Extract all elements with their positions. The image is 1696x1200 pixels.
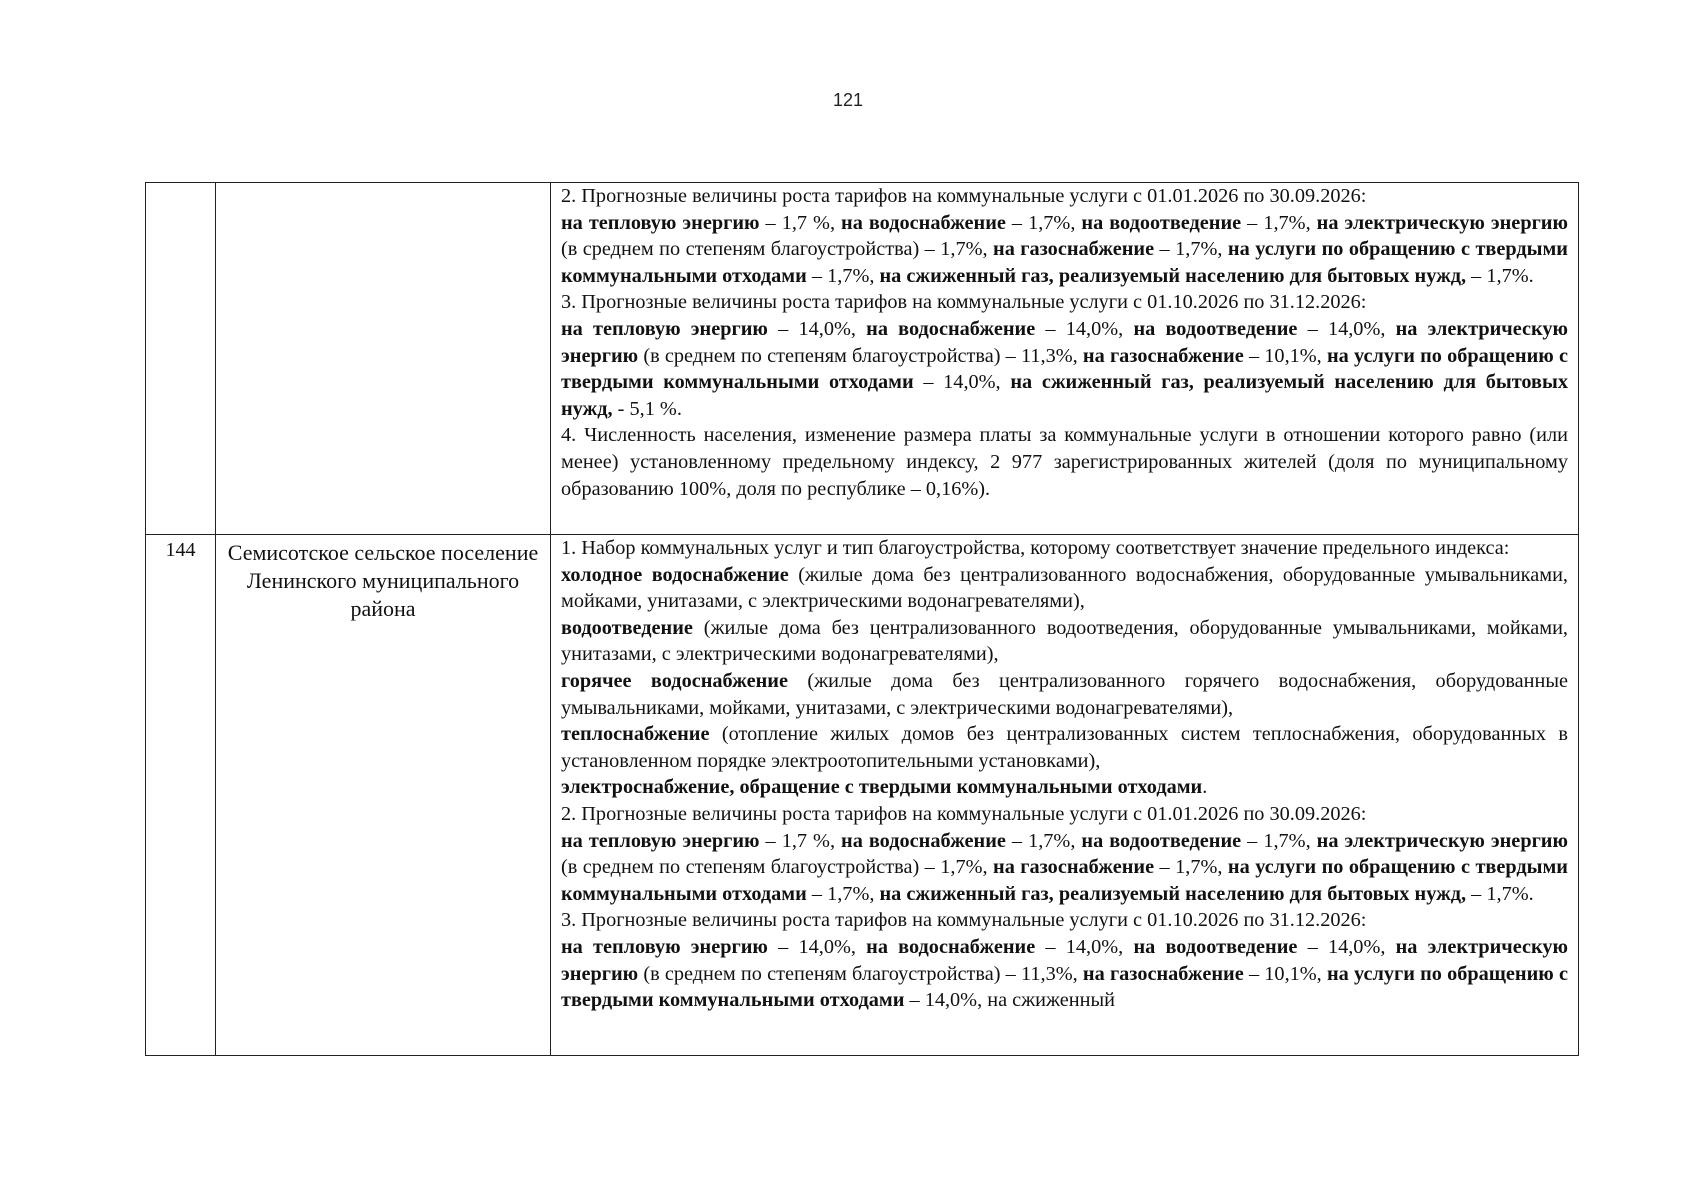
- text-run: – 1,7%,: [1005, 211, 1082, 234]
- bold-run: на водоснабжение: [866, 317, 1036, 340]
- row-number-cell: [146, 183, 216, 535]
- text-run: (в среднем по степеням благоустройства) – 11,3%,: [638, 344, 1083, 367]
- text-run: – 1,7%,: [1005, 829, 1082, 852]
- text-run: – 14,0%,: [1297, 935, 1396, 958]
- text-run: – 14,0%,: [1035, 317, 1134, 340]
- text-run: – 10,1%,: [1243, 344, 1327, 367]
- bold-run: на газоснабжение: [993, 856, 1155, 879]
- text-run: – 14,0%,: [767, 935, 867, 958]
- page-number: 121: [832, 90, 864, 110]
- row-number-cell: 144: [146, 535, 216, 1056]
- table-row: [146, 535, 1579, 1056]
- text-run: (в среднем по степеням благоустройства) – 1,7%,: [561, 238, 994, 261]
- bold-run: на тепловую энергию: [561, 935, 768, 958]
- bold-run: на тепловую энергию: [561, 829, 760, 852]
- text-run: – 14,0%,: [913, 371, 1011, 394]
- bold-run: на водоснабжение: [866, 935, 1036, 958]
- table-row: [146, 183, 1579, 535]
- text-run: (в среднем по степеням благоустройства) – 1,7%,: [561, 856, 994, 879]
- paragraph: [561, 774, 1568, 801]
- bold-run: на электрическую энергию: [1316, 829, 1568, 852]
- bold-run: теплоснабжение: [561, 723, 710, 746]
- bold-run: на тепловую энергию: [561, 211, 760, 234]
- text-run: 1. Набор коммунальных услуг и тип благоустройства, которому соответствует значение предельного индекса:: [561, 537, 1510, 559]
- bold-run: на водоотведение: [1081, 211, 1242, 234]
- bold-run: на газоснабжение: [1082, 344, 1244, 367]
- text-run: - 5,1 %.: [612, 397, 682, 420]
- text-run: 3. Прогнозные величины роста тарифов на коммунальные услуги с 01.10.2026 по 31.12.2026:: [561, 291, 1367, 314]
- paragraph: [561, 535, 1568, 562]
- bold-run: на водоотведение: [1081, 829, 1242, 852]
- text-run: – 1,7%,: [1154, 238, 1228, 261]
- text-run: – 1,7%,: [1154, 856, 1228, 879]
- text-run: (жилые дома без централизованного водоснабжения, оборудованные умывальниками, мойками, унитазами, с электрическими водонагревателями),: [561, 563, 1568, 613]
- bold-run: на услуги по обращению с твердыми коммунальными отходами: [561, 238, 1568, 287]
- bold-run: на водоотведение: [1133, 935, 1298, 958]
- text-run: – 14,0%,: [1297, 317, 1396, 340]
- bold-run: на газоснабжение: [1082, 962, 1244, 985]
- paragraph: [561, 210, 1568, 290]
- text-run: – 10,1%,: [1243, 962, 1327, 985]
- bold-run: на электрическую энергию: [1316, 211, 1568, 234]
- bold-run: горячее водоснабжение: [561, 669, 788, 692]
- text-run: – 1,7 %,: [759, 211, 842, 234]
- paragraph: [561, 668, 1568, 721]
- text-run: – 1,7%,: [1241, 829, 1317, 852]
- bold-run: на тепловую энергию: [561, 317, 768, 340]
- text-run: – 14,0%,: [767, 317, 867, 340]
- bold-run: на сжиженный газ, реализуемый населению для бытовых нужд,: [879, 264, 1467, 287]
- text-run: (жилые дома без централизованного водоотведения, оборудованные умывальниками, мойками, унитазами, с электрическими водонагревателями),: [561, 616, 1568, 666]
- paragraph: [561, 934, 1568, 1014]
- municipality-name-cell: [216, 183, 551, 535]
- bold-run: на электрическую энергию: [561, 317, 1569, 367]
- paragraph: [561, 828, 1568, 908]
- text-run: – 1,7%.: [1466, 264, 1534, 287]
- paragraph: [561, 907, 1568, 934]
- text-run: – 1,7%.: [1466, 882, 1534, 905]
- text-run: – 1,7 %,: [759, 829, 842, 852]
- text-run: 2. Прогнозные величины роста тарифов на коммунальные услуги с 01.01.2026 по 30.09.2026:: [561, 185, 1367, 207]
- bold-run: на услуги по обращению с твердыми коммунальными отходами: [561, 344, 1568, 394]
- bold-run: на водоснабжение: [841, 211, 1006, 234]
- paragraph: [561, 615, 1568, 668]
- bold-run: на сжиженный газ, реализуемый населению для бытовых нужд,: [561, 371, 1568, 420]
- paragraph: [561, 316, 1568, 422]
- bold-run: на водоснабжение: [841, 829, 1006, 852]
- municipality-name-cell: Семисотское сельское поселение Ленинского муниципального района: [216, 535, 551, 1056]
- paragraph: [561, 422, 1568, 502]
- text-run: (отопление жилых домов без централизованных систем теплоснабжения, оборудованных в установленном порядке электроотопительными установками),: [561, 723, 1568, 772]
- bold-run: на электрическую энергию: [561, 935, 1569, 985]
- paragraph: [561, 183, 1568, 210]
- text-run: – 14,0%, на сжиженный: [904, 989, 1115, 1012]
- text-run: – 1,7%,: [1241, 211, 1317, 234]
- text-run: 4. Численность населения, изменение размера платы за коммунальные услуги в отношении которого равно (или менее) установленному предельному индексу, 2 977 зарегистрированных жителей (доля по муниципальному образованию 100%, доля по республике – 0,16%).: [561, 424, 1568, 500]
- bold-run: на услуги по обращению с твердыми коммунальными отходами: [561, 962, 1568, 1012]
- bold-run: на сжиженный газ, реализуемый населению для бытовых нужд,: [879, 882, 1467, 905]
- bold-run: на услуги по обращению с твердыми коммунальными отходами: [561, 856, 1568, 905]
- text-run: .: [1202, 776, 1208, 799]
- text-run: – 14,0%,: [1035, 935, 1134, 958]
- bold-run: на газоснабжение: [993, 238, 1155, 261]
- text-run: 3. Прогнозные величины роста тарифов на коммунальные услуги с 01.10.2026 по 31.12.2026:: [561, 909, 1367, 932]
- text-run: (жилые дома без централизованного горячего водоснабжения, оборудованные умывальниками, мойками, унитазами, с электрическими водонагревателями),: [561, 669, 1568, 719]
- text-run: – 1,7%,: [806, 882, 880, 905]
- details-cell: [551, 535, 1579, 1056]
- text-run: (в среднем по степеням благоустройства) – 11,3%,: [638, 962, 1083, 985]
- text-run: – 1,7%,: [806, 264, 880, 287]
- tariff-table: [145, 182, 1579, 1056]
- details-cell: [551, 183, 1579, 535]
- text-run: 2. Прогнозные величины роста тарифов на коммунальные услуги с 01.01.2026 по 30.09.2026:: [561, 802, 1367, 825]
- bold-run: электроснабжение, обращение с твердыми коммунальными отходами: [561, 776, 1203, 799]
- bold-run: холодное водоснабжение: [561, 563, 789, 586]
- paragraph: [561, 721, 1568, 774]
- paragraph: [561, 801, 1568, 828]
- bold-run: на водоотведение: [1133, 317, 1298, 340]
- paragraph: [561, 289, 1568, 316]
- bold-run: водоотведение: [561, 616, 693, 639]
- paragraph: [561, 562, 1568, 615]
